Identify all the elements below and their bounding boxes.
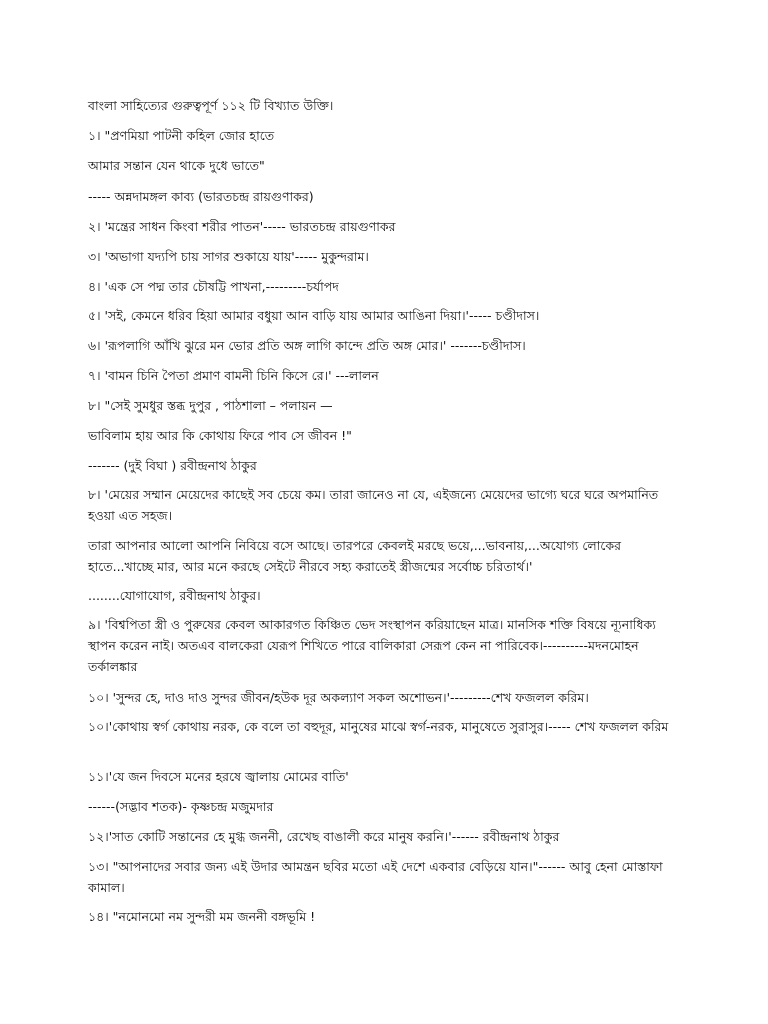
quote-8b-attribution: ........যোগাযোগ, রবীন্দ্রনাথ ঠাকুর। — [88, 588, 261, 603]
quote-12: ১২।'সাত কোটি সন্তানের হে মুগ্ধ জননী, রেখেছ বাঙালী করে মানুষ করনি।'------ রবীন্দ্রনাথ ঠাকুর — [88, 829, 560, 844]
quote-8-line-2: ভাবিলাম হায় আর কি কোথায় ফিরে পাব সে জীবন !" — [88, 428, 352, 443]
quote-8b-paragraph-2: তারা আপনার আলো আপনি নিবিয়ে বসে আছে। তারপরে কেবলই মরছে ভয়ে,...ভাবনায়,...অযোগ্য লোকের হাতে...খাচ্ছে মার, আর মনে করছে সেইটে নীরবে সহ্য করাতেই স্ত্রীজন্মের সর্বোচ্চ চরিতার্থ।' — [88, 538, 621, 574]
quote-9: ৯। 'বিশ্বপিতা স্ত্রী ও পুরুষের কেবল আকারগত কিঞ্চিত ভেদ সংস্থাপন করিয়াছেন মাত্র। মানসিক শক্তি বিষয়ে ন্যূনাধিক্য স্থাপন করেন নাই। অতএব বালকেরা যেরূপ শিখিতে পারে বালিকারা সেরূপ কেন না পারিবেক।----------মদনমোহন তর্কালঙ্কার — [88, 617, 656, 674]
quote-10: ১০। 'সুন্দর হে, দাও দাও সুন্দর জীবন/হউক দূর অকল্যাণ সকল অশোভন।'---------শেখ ফজলল করিম। — [88, 690, 589, 705]
quote-8-attribution: ------- (দুই বিঘা ) রবীন্দ্রনাথ ঠাকুর — [88, 458, 257, 473]
quote-7: ৭। 'বামন চিনি পৈতা প্রমাণ বামনী চিনি কিসে রে।' ---লালন — [88, 368, 379, 383]
quote-14: ১৪। "নমোনমো নম সুন্দরী মম জননী বঙ্গভূমি ! — [88, 909, 316, 924]
quote-8b-paragraph-1: ৮। 'মেয়ের সম্মান মেয়েদের কাছেই সব চেয়ে কম। তারা জানেও না যে, এইজন্যে মেয়েদের ভাগ্যে ঘরে ঘরে অপমানিত হওয়া এত সহজ। — [88, 487, 659, 523]
quote-4: ৪। 'এক সে পদ্ম তার চৌষট্টি পাখনা,---------চর্যাপদ — [88, 279, 339, 294]
quote-1-line-2: আমার সন্তান যেন থাকে দুধে ভাতে" — [88, 158, 265, 173]
quote-6: ৬। 'রূপলাগি আঁখি ঝুরে মন ভোর প্রতি অঙ্গ লাগি কান্দে প্রতি অঙ্গ মোর।' -------চণ্ডীদাস। — [88, 338, 526, 353]
quote-10b: ১০।'কোথায় স্বর্গ কোথায় নরক, কে বলে তা বহুদূর, মানুষের মাঝে স্বর্গ-নরক, মানুষেতে সুরাসুর।----- শেখ ফজলল করিম — [88, 719, 669, 734]
quote-8-line-1: ৮। "সেই সুমধুর স্তব্ধ দুপুর , পাঠশালা – পলায়ন — — [88, 398, 333, 413]
quote-1-attribution: ----- অন্নদামঙ্গল কাব্য (ভারতচন্দ্র রায়গুণাকর) — [88, 189, 314, 204]
quote-11-attribution: ------(সদ্ভাব শতক)- কৃষ্ণচন্দ্র মজুমদার — [88, 799, 274, 814]
document-title: বাংলা সাহিত্যের গুরুত্বপূর্ণ ১১২ টি বিখ্যাত উক্তি। — [88, 98, 334, 113]
quote-2: ২। 'মন্ত্রের সাধন কিংবা শরীর পাতন'----- ভারতচন্দ্র রায়গুণাকর — [88, 219, 396, 234]
quote-13: ১৩। "আপনাদের সবার জন্য এই উদার আমন্ত্রন ছবির মতো এই দেশে একবার বেড়িয়ে যান।"------ আবু হেনা মোস্তাফা কামাল। — [88, 859, 663, 895]
quote-3: ৩। 'অভাগা যদ্যপি চায় সাগর শুকায়ে যায়'----- মুকুন্দরাম। — [88, 249, 369, 264]
quote-1-line-1: ১। "প্রণমিয়া পাটনী কহিল জোর হাতে — [88, 128, 275, 143]
quote-11: ১১।'যে জন দিবসে মনের হরষে জ্বালায় মোমের বাতি' — [88, 769, 349, 784]
quote-5: ৫। 'সই, কেমনে ধরিব হিয়া আমার বধুয়া আন বাড়ি যায় আমার আঙিনা দিয়া।'----- চণ্ডীদাস। — [88, 308, 540, 323]
